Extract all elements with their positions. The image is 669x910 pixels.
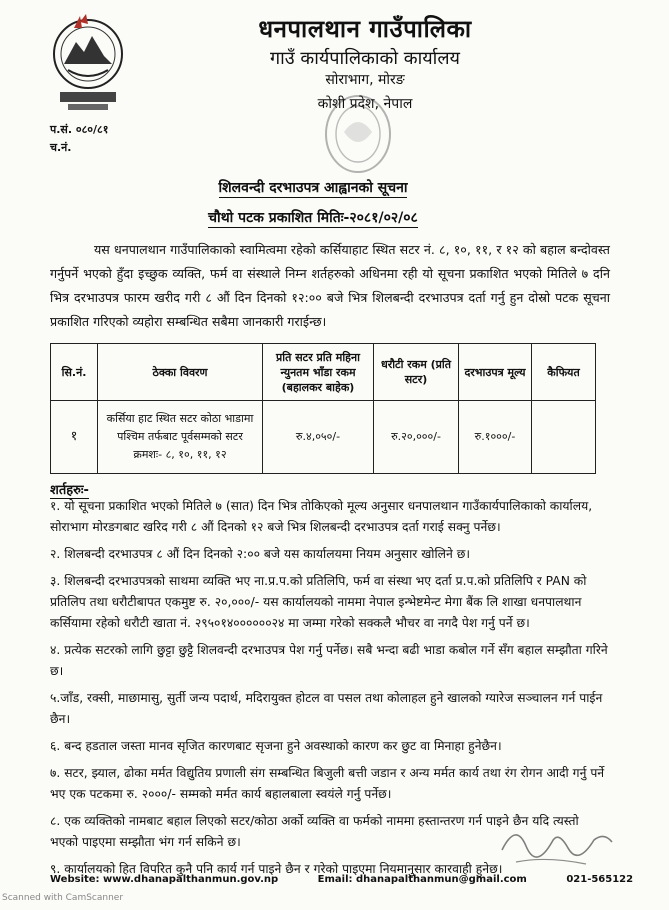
col-min-rent: प्रति सटर प्रति महिना न्युनतम भाँडा रकम (बहालकर बाहेक)	[263, 344, 374, 401]
list-item: ७. सटर, झ्याल, ढोका मर्मत विद्युतिय प्रणाली संग सम्बन्धित बिजुली बत्ती जडान र अन्य मर्मत कार्य तथा रंग रोगन आदी गर्नु पर्ने भए एक पटकमा रु. २०००/- सम्मको मर्मत कार्य बहालबाला स्वयंले गर्नु पर्नेछ।	[50, 766, 605, 801]
office-name: धनपालथान गाउँपालिका	[258, 15, 472, 43]
intro-paragraph: यस धनपालथान गाउँपालिकाको स्वामित्वमा रहेको कर्सियाहाट स्थित सटर नं. ८, १०, ११, र १२ को बहाल बन्दोवस्त गर्नुपर्ने भएको हुँदा इच्छुक व्यक्ति, फर्म वा संस्थाले निम्न शर्तहरुको अधिनमा रही यो सूचना प्रकाशित भएको मितिले ७ दनि भित्र दरभाउपत्र फारम खरीद गरी ८ औं दिन दिनको १२:०० बजे भित्र शिलबन्दी दरभाउपत्र दर्ता गर्नु हुन दोस्रो पटक सूचना प्रकाशित गरिएको व्यहोरा सम्बन्धित सबैमा जानकारी गराईन्छ।	[50, 242, 610, 329]
cell-deposit: रु.२०,०००/-	[374, 401, 459, 474]
col-remarks: कैफियत	[532, 344, 596, 401]
footer-email: Email: dhanapalthanmun@gmail.com	[317, 874, 527, 885]
list-item: ३. शिलबन्दी दरभाउपत्रको साथमा व्यक्ति भए ना.प्र.प.को प्रतिलिपि, फर्म वा संस्था भए दर्ता प्र.प.को प्रतिलिपि र PAN को प्रतिलिप तथा धरौटीबापत एकमुष्ट रु. २०,०००/- यस कार्यालयको नाममा नेपाल इन्भेष्टमेन्ट मेगा बैंक लि शाखा धनपालथान कर्सियामा रहेको धरौटी खाता नं. २९५०१४००००००२४ मा जम्मा गरेको सक्कलै भौचर वा नगदै पेश गर्नु पर्ने छ।	[50, 574, 587, 630]
bid-table	[50, 343, 596, 474]
scanner-watermark: Scanned with CamScanner	[2, 893, 124, 903]
col-deposit: धरौटी रकम (प्रति सटर)	[374, 344, 459, 401]
list-item: १. यो सूचना प्रकाशित भएको मितिले ७ (सात) दिन भित्र तोकिएको मूल्य अनुसार धनपालथान गाउँकार्यपालिकाको कार्यालय, सोराभाग मोरङगबाट खरिद गरी ८ औं दिनको १२ बजे भित्र शिलबन्दी दरभाउपत्र दर्ता गराई सक्नु पर्नेछ।	[50, 499, 593, 534]
office-location: सोराभाग, मोरङ	[325, 72, 405, 88]
table-row	[51, 401, 596, 474]
office-province: कोशी प्रदेश, नेपाल	[317, 96, 413, 112]
footer-phone: 021-565122	[566, 874, 634, 885]
conditions-list	[50, 496, 610, 886]
cell-serial: १	[51, 401, 98, 474]
letter-number: प.सं. ०८०/८१	[50, 123, 109, 136]
conditions-heading: शर्तहरुः-	[50, 483, 89, 498]
bid-table-header-row	[51, 344, 596, 401]
col-serial: सि.नं.	[51, 344, 98, 401]
cell-remarks	[532, 401, 596, 474]
notice-title: शिलवन्दी दरभाउपत्र आह्वानको सूचना	[218, 180, 408, 196]
footer-website: Website: www.dhanapalthanmun.gov.np	[50, 874, 279, 885]
cell-bid-price: रु.१०००/-	[459, 401, 532, 474]
cell-min-rent: रु.४,०५०/-	[263, 401, 374, 474]
list-item: ५.जाँड, रक्सी, माछामासु, सुर्ती जन्य पदार्थ, मदिरायुक्त होटल वा पसल तथा कोलाहल हुने खालको ग्यारेज सञ्चालन गर्न पाईन छैन।	[50, 691, 603, 726]
footer	[50, 874, 634, 885]
office-subtitle: गाउँ कार्यपालिकाको कार्यालय	[270, 48, 460, 69]
dispatch-number: च.नं.	[50, 141, 72, 154]
col-contract-detail: ठेक्का विवरण	[98, 344, 263, 401]
list-item: ९. कार्यालयको हित विपरित कुनै पनि कार्य गर्न पाइने छैन र गरेको पाइएमा नियमानुसार कारवाही हुनेछ।	[50, 862, 503, 876]
list-item: २. शिलबन्दी दरभाउपत्र ८ औं दिन दिनको २:०० बजे यस कार्यालयमा नियम अनुसार खोलिने छ।	[50, 547, 471, 561]
notice-subtitle: चौथो पटक प्रकाशित मितिः-२०८१/०२/०८	[208, 210, 418, 226]
list-item: ४. प्रत्येक सटरको लागि छुट्टा छुट्टै शिलवन्दी दरभाउपत्र पेश गर्नु पर्नेछ। सबै भन्दा बढी भाडा कबोल गर्ने सँग बहाल सम्झौता गरिने छ।	[50, 643, 608, 678]
government-emblem-icon	[50, 12, 126, 116]
list-item: ६. बन्द हडताल जस्ता मानव सृजित कारणबाट सृजना हुने अवस्थाको कारण कर छुट वा मिनाहा हुनेछैन।	[50, 739, 502, 753]
cell-contract-detail: कर्सिया हाट स्थित सटर कोठा भाडामा पश्चिम तर्फबाट पूर्वसम्मको सटर क्रमशः- ८, १०, ११, १२	[98, 401, 263, 474]
list-item: ८. एक व्यक्तिको नामबाट बहाल लिएको सटर/कोठा अर्को व्यक्ति वा फर्मको नाममा हस्तान्तरण गर्न पाइने छैन यदि त्यस्तो भएको पाइएमा सम्झौता भंग गर्न सकिने छ।	[50, 814, 579, 849]
col-bid-price: दरभाउपत्र मूल्य	[459, 344, 532, 401]
